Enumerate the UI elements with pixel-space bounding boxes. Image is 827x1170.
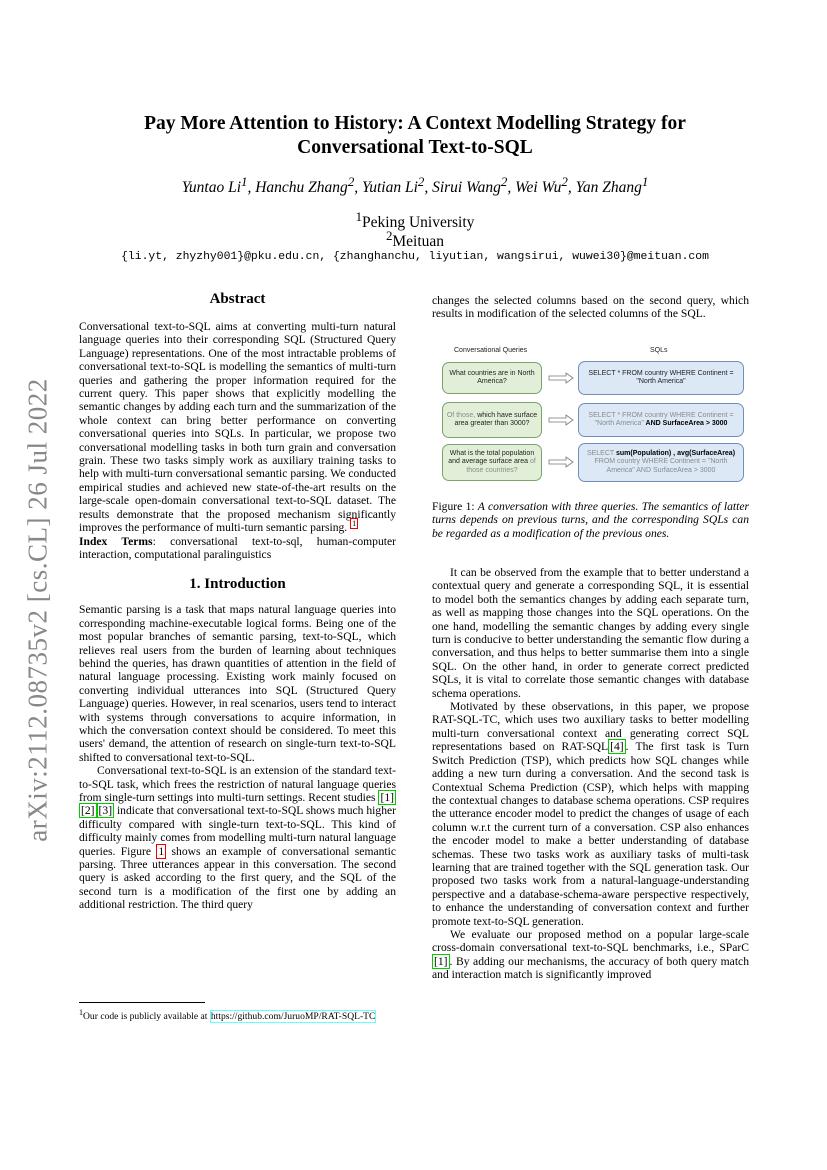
right-column-body (432, 566, 749, 982)
citation-link[interactable]: [4] (610, 740, 624, 754)
author: Yutian Li$^2$, (362, 174, 433, 197)
left-column (79, 290, 396, 912)
abstract-text: Conversational text-to-SQL aims at converting multi-turn natural language queries into their corresponding SQL (Structured Query Language) representations. One of the most intractable problems of conversational text-to-SQL is modelling the semantics of multi-turn queries and gathering the proper information required for the current query. This paper shows that explicitly modelling the semantic changes by adding each turn and the summarization of the whole context can bring better performance on converting conversational queries into SQLs. In particular, we propose two conversational modelling tasks in both turn grain and conversation grain. These two tasks simply work as auxiliary training tasks to help with multi-turn conversational semantic parsing. We conducted empirical studies and achieved new state-of-the-art results on the large-scale open-domain conversational text-to-SQL dataset. The results demonstrate that the proposed mechanism significantly improves the performance of multi-turn semantic parsing. $^1$ (79, 320, 396, 535)
sql-box-1: SELECT * FROM country WHERE Continent = "North America" (578, 361, 744, 395)
author: Hanchu Zhang$^2$, (255, 174, 363, 197)
title-line-1: Pay More Attention to History: A Context Modelling Strategy for (144, 113, 686, 134)
figure-header-sqls: SQLs (650, 347, 668, 354)
arrow-right-icon (548, 456, 574, 468)
footnote: $^1$Our code is publicly available at https://github.com/JuruoMP/RAT-SQL-TC (79, 1008, 376, 1023)
right-paragraph-1: It can be observed from the example that to better understand a contextual query and generate a corresponding SQL, it is essential to model both the semantics changes by adding each separate turn, as well as mapping those changes into the SQL operations. On the one hand, modelling the semantic changes by adding every single turn is conducive to better understanding the semantic flow during a conversation, and thus helps to better summarise them into a single SQL. On the other hand, in order to generate correct predicted SQLs, it is vital to correlate those semantic changes with database schema operations. (432, 566, 749, 700)
paper-title (100, 112, 730, 160)
right-paragraph-2: Motivated by these observations, in this paper, we propose RAT-SQL-TC, which uses two auxiliary tasks to better modelling multi-turn conversational context and generating correct SQL representations based on RAT-SQL [4] . The first task is Turn Switch Prediction (TSP), which predicts how SQL changes while adding a new turn during a conversation. And the second task is Contextual Schema Prediction (CSP), which helps with mapping the contextual changes to database schema operations. CSP requires the utterance encoder model to predict the changes of usage of each column w.r.t the current turn of a conversation. CSP also enhances the encoder model to make a better understanding of database schemas. These two tasks work as auxiliary tasks of multi-task learning that are trained together with the SQL generation task. Our proposed two tasks work from a natural-language-understanding perspective and a database-schema-aware perspective respectively, to enhance the understanding of conversation context and further promote text-to-SQL generation. (432, 700, 749, 928)
title-line-2: Conversational Text-to-SQL (297, 137, 533, 158)
citation-link[interactable]: [2] (81, 804, 95, 818)
citation-link[interactable]: [3] (98, 804, 113, 818)
author: Sirui Wang$^2$, (432, 174, 516, 197)
figure-1-caption: Figure 1: A conversation with three queries. The semantics of latter turns depends on previous turns, and the corresponding SQLs can be regarded as a modification of the previous ones. (432, 500, 749, 540)
right-paragraph-3: We evaluate our proposed method on a popular large-scale cross-domain conversational text-to-SQL benchmarks, i.e., SParC [1] . By adding our mechanisms, the accuracy of both query match and interaction match is significantly improved (432, 927, 749, 982)
code-url-link[interactable]: https://github.com/JuruoMP/RAT-SQL-TC (210, 1011, 376, 1023)
figure-header-queries: Conversational Queries (454, 347, 528, 354)
citation-link[interactable]: [1] (380, 791, 394, 804)
query-box-2: Of those, which have surface area greater than 3000? (442, 402, 542, 438)
index-terms: Index Terms: conversational text-to-sql, human-computer interaction, computational paralinguistics (79, 534, 396, 561)
affiliation-2: $^2$Meituan (385, 228, 445, 251)
figure-link[interactable]: 1 (158, 844, 165, 858)
intro-paragraph-2: Conversational text-to-SQL is an extension of the standard text-to-SQL task, which frees the restriction of natural language queries from single-turn settings into multi-turn settings. Recent studies [1][2] [3] indicate that conversational text-to-SQL shows much higher difficulty compared with single-turn text-to-SQL. This kind of difficulty mainly comes from modelling multi-turn natural language queries. Figure 1 shows an example of conversational semantic parsing. Three utterances appear in this conversation. The second query is asked according to the first query, and the SQL of the second turn is a modification of the first one by adding an additional restriction. The third query (79, 764, 396, 912)
author-list (100, 174, 730, 197)
query-box-1: What countries are in North America? (442, 362, 542, 394)
arrow-right-icon (548, 414, 574, 426)
author: Yan Zhang$^1$ (575, 174, 649, 197)
arrow-right-icon (548, 372, 574, 384)
arxiv-stamp: arXiv:2112.08735v2 [cs.CL] 26 Jul 2022 (22, 378, 53, 842)
abstract-heading: Abstract (209, 291, 266, 307)
affiliation-1: $^1$Peking University (355, 209, 475, 232)
sql-box-2: SELECT * FROM country WHERE Continent = "North America" AND SurfaceArea > 3000 (578, 403, 744, 437)
intro-heading: 1. Introduction (189, 576, 286, 593)
query-box-3: What is the total population and average surface area of those countries? (442, 444, 542, 481)
author-emails: {li.yt, zhyzhy001}@pku.edu.cn, {zhanghanchu, liyutian, wangsirui, wuwei30}@meituan.com (121, 251, 709, 263)
author: Wei Wu$^2$, (515, 174, 576, 197)
author: Yuntao Li$^1$, (181, 174, 256, 197)
footnote-link[interactable]: 1 (352, 519, 357, 529)
citation-link[interactable]: [1] (434, 954, 448, 968)
figure-1 (438, 343, 748, 493)
intro-paragraph-1: Semantic parsing is a task that maps natural language queries into corresponding machine-executable logical forms. Being one of the most popular branches of semantic parsing, text-to-SQL, which relieves real users from the burden of learning about techniques behind the queries, has drawn quantities of attention in the field of natural language processing. Existing work mainly focused on converting individual utterances into SQL (Structured Query Language) queries. However, in real scenarios, users tend to interact with systems through conversations to acquire information, in which the conversation context should be considered. To meet this users' demand, the attention of research on single-turn text-to-SQL shifted to conversational text-to-SQL. (79, 603, 396, 764)
footnote-rule (79, 1002, 205, 1003)
sql-box-3: SELECT sum(Population) , avg(SurfaceArea) FROM country WHERE Continent = "North America" AND SurfaceArea > 3000 (578, 443, 744, 482)
right-column-continuation: changes the selected columns based on the second query, which results in modification of the selected columns of the SQL. (432, 294, 749, 321)
